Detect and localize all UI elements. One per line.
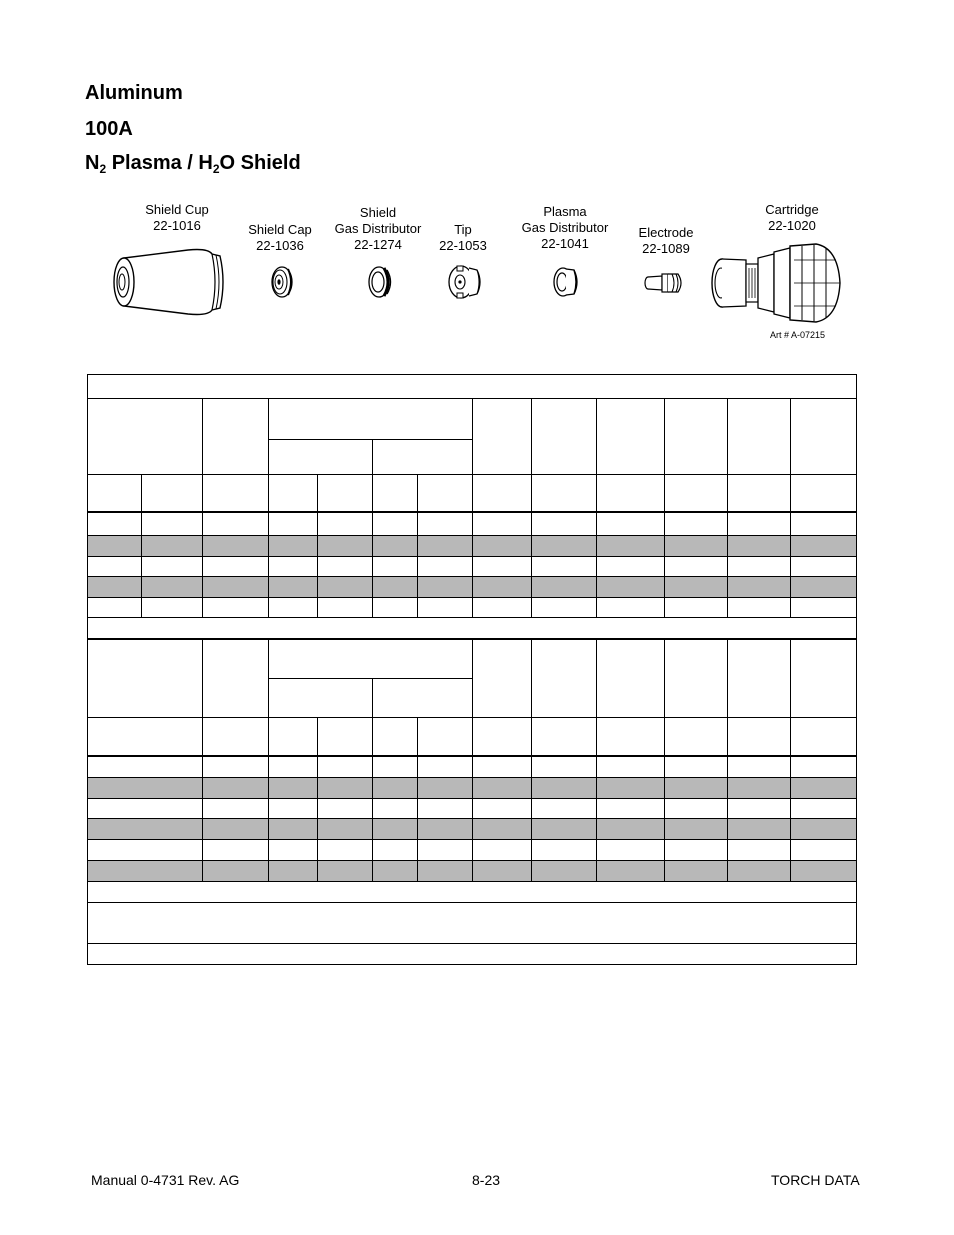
cartridge-icon	[706, 242, 844, 324]
title-h-sub: 2	[212, 162, 220, 176]
table-col-rule	[790, 398, 791, 617]
part-name: Electrode	[638, 225, 694, 240]
part-number: 22-1036	[256, 238, 304, 253]
title-tail: O Shield	[219, 152, 301, 174]
table-rule	[87, 617, 857, 618]
part-label-shield-cap	[235, 222, 325, 254]
part-number: 22-1020	[768, 218, 816, 233]
shield-cup-icon	[108, 244, 228, 320]
part-label-shield-cup	[132, 202, 222, 234]
table-col-rule	[268, 398, 269, 617]
table-col-rule	[141, 474, 142, 617]
part-label-shield-gas-distributor	[327, 205, 429, 253]
part-name: Shield	[359, 205, 397, 220]
title-amperage: 100A	[85, 118, 133, 140]
footer-section-title: TORCH DATA	[771, 1172, 860, 1188]
part-number: 22-1089	[642, 241, 690, 256]
title-material: Aluminum	[85, 82, 183, 104]
tip-icon	[443, 262, 485, 302]
part-name-line2: Gas Distributor	[334, 221, 422, 236]
part-name-line2: Gas Distributor	[521, 220, 609, 235]
part-name: Cartridge	[765, 202, 819, 217]
plasma-gas-distributor-icon	[550, 264, 582, 300]
table-rule	[87, 902, 857, 903]
part-label-tip	[428, 222, 498, 254]
table-col-rule	[727, 398, 728, 617]
footer-manual-number: Manual 0-4731 Rev. AG	[91, 1172, 240, 1188]
table-col-rule	[372, 439, 373, 617]
title-gas-combination	[85, 152, 301, 176]
table-col-rule	[417, 474, 418, 617]
part-label-cartridge	[752, 202, 832, 234]
table-col-rule	[596, 639, 597, 881]
table-col-rule	[372, 678, 373, 881]
table-col-rule	[317, 474, 318, 617]
part-number: 22-1274	[354, 237, 402, 252]
table-rule	[268, 678, 472, 679]
table-col-rule	[268, 639, 269, 881]
part-name: Shield Cap	[248, 222, 312, 237]
table-col-rule	[664, 639, 665, 881]
title-mid: Plasma / H	[106, 152, 213, 174]
table-col-rule	[664, 398, 665, 617]
table-col-rule	[472, 398, 473, 617]
shield-gas-distributor-icon	[366, 264, 394, 300]
table-col-rule	[531, 398, 532, 617]
part-number: 22-1041	[541, 236, 589, 251]
table-col-rule	[417, 717, 418, 881]
electrode-icon	[642, 270, 688, 296]
table-col-rule	[202, 398, 203, 617]
title-n-sub: 2	[99, 162, 107, 176]
part-number: 22-1053	[439, 238, 487, 253]
part-name: Tip	[454, 222, 472, 237]
table-col-rule	[596, 398, 597, 617]
art-number: Art # A-07215	[770, 330, 826, 340]
table-rule	[268, 439, 472, 440]
table-col-rule	[790, 639, 791, 881]
title-n: N	[85, 152, 100, 174]
table-col-rule	[202, 639, 203, 881]
table-col-rule	[472, 639, 473, 881]
part-name: Plasma	[543, 204, 587, 219]
table-col-rule	[317, 717, 318, 881]
table-col-rule	[727, 639, 728, 881]
footer-page-number: 8-23	[472, 1172, 501, 1188]
part-name: Shield Cup	[145, 202, 209, 217]
part-number: 22-1016	[153, 218, 201, 233]
part-label-electrode	[626, 225, 706, 257]
part-label-plasma-gas-distributor	[514, 204, 616, 252]
shield-cap-icon	[268, 265, 294, 299]
table-rule	[87, 943, 857, 944]
table-rule	[87, 881, 857, 882]
table-col-rule	[531, 639, 532, 881]
